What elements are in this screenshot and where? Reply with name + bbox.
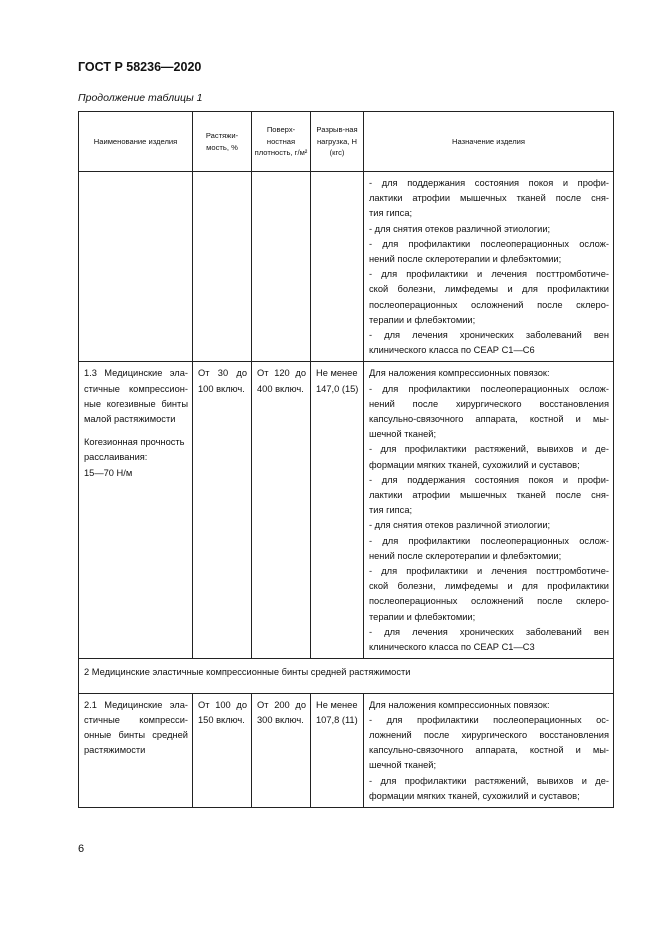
table-row-continued	[79, 172, 614, 362]
text-line: расслаивания:	[84, 452, 148, 463]
text-line: растяжимости	[84, 745, 146, 756]
section-heading: 2 Медицинские эластичные компрессионные бинты средней растяжимости	[79, 659, 614, 693]
text-line: нений после хирургического восстановления	[369, 398, 609, 409]
cell-purpose	[364, 172, 614, 362]
text-line: 1.3 Медицинские эла-	[84, 368, 188, 379]
text-line: тия гипса;	[369, 505, 413, 516]
text-line: ской болезни, лимфедемы и для профилактики	[369, 284, 609, 295]
text-line: клинического класса по СЕАР С1—С3	[369, 642, 535, 653]
text-line: - для профилактики растяжений, вывихов и де-	[369, 775, 609, 786]
text-line: лактики атрофии мышечных тканей после сня-	[369, 490, 609, 501]
text-line: ложнений после хирургического восстановления	[369, 729, 609, 740]
text-line: послеоперационных осложнений после склеро-	[369, 596, 609, 607]
product-note	[84, 435, 188, 481]
text-line: Для наложения компрессионных повязок:	[369, 699, 550, 710]
col-header-density: Поверх-ностная плотность, г/м²	[252, 112, 311, 172]
cell-density	[252, 362, 311, 659]
text-line: Не менее	[316, 368, 358, 379]
text-line: 147,0 (15)	[316, 383, 359, 394]
text-line: ные когезивные бинты	[84, 398, 188, 409]
cell-density-empty	[252, 172, 311, 362]
col-header-load: Разрыв-ная нагрузка, Н (кгс)	[311, 112, 364, 172]
text-line: - для профилактики и лечения посттромботиче-	[369, 566, 609, 577]
text-line: Когезионная прочность	[84, 437, 185, 448]
text-line: - для профилактики растяжений, вывихов и де-	[369, 444, 609, 455]
page-number: 6	[78, 843, 85, 855]
text-line: - для профилактики послеоперационных ослож-	[369, 535, 609, 546]
text-line: терапии и флебэктомии;	[369, 611, 476, 622]
text-line: От 30 до	[198, 368, 247, 379]
text-line: лактики атрофии мышечных тканей после сня-	[369, 193, 609, 204]
text-line: нений после склеротерапии и флебэктомии;	[369, 254, 562, 265]
text-line: 150 включ.	[198, 714, 245, 725]
text-line: капсульно-связочного аппарата, костной и мы-	[369, 414, 609, 425]
text-line: шечной тканей;	[369, 429, 437, 440]
text-line: - для профилактики и лечения посттромботиче-	[369, 269, 609, 280]
text-line: 400 включ.	[257, 383, 304, 394]
cell-name	[79, 693, 193, 807]
document-title: ГОСТ Р 58236—2020	[78, 60, 202, 74]
text-line: - для профилактики послеоперационных ос-	[369, 714, 609, 725]
text-line: - для поддержания состояния покоя и профи-	[369, 178, 609, 188]
text-line: От 100 до	[198, 699, 247, 710]
cell-stretch	[193, 693, 252, 807]
text-line: - для снятия отеков различной этиологии;	[369, 520, 551, 531]
text-line: - для лечения хронических заболеваний вен	[369, 330, 609, 341]
text-line: терапии и флебэктомии;	[369, 314, 476, 325]
text-line: формации мягких тканей, сухожилий и суставов;	[369, 459, 580, 470]
cell-load-empty	[311, 172, 364, 362]
cell-purpose	[364, 693, 614, 807]
cell-stretch	[193, 362, 252, 659]
text-line: - для снятия отеков различной этиологии;	[369, 223, 551, 234]
text-line: клинического класса по СЕАР С1—С6	[369, 345, 535, 356]
cell-load	[311, 693, 364, 807]
text-line: шечной тканей;	[369, 760, 437, 771]
col-header-purpose: Назначение изделия	[364, 112, 614, 172]
text-line: стичные компресси-	[84, 714, 188, 725]
text-line: тия гипса;	[369, 208, 413, 219]
text-line: Для наложения компрессионных повязок:	[369, 368, 550, 379]
cell-stretch-empty	[193, 172, 252, 362]
table-continuation-caption: Продолжение таблицы 1	[78, 92, 203, 104]
text-line: ской болезни, лимфедемы и для профилактики	[369, 581, 609, 592]
text-line: 107,8 (11)	[316, 714, 358, 725]
cell-name-empty	[79, 172, 193, 362]
cell-density	[252, 693, 311, 807]
text-line: 300 включ.	[257, 714, 304, 725]
text-line: Не менее	[316, 699, 358, 710]
cell-name	[79, 362, 193, 659]
table-row-2-1	[79, 693, 614, 807]
text-line: стичные компрессион-	[84, 383, 188, 394]
text-line: - для профилактики послеоперационных ослож-	[369, 383, 609, 394]
text-line: - для профилактики послеоперационных ослож-	[369, 238, 609, 249]
cell-load	[311, 362, 364, 659]
text-line: 100 включ.	[198, 383, 245, 394]
cell-purpose	[364, 362, 614, 659]
products-table	[78, 111, 614, 808]
table-section-row	[79, 659, 614, 693]
text-line: нений после склеротерапии и флебэктомии;	[369, 550, 562, 561]
text-line: 15—70 Н/м	[84, 467, 133, 478]
product-name	[84, 366, 188, 427]
text-line: От 120 до	[257, 368, 306, 379]
table-header-row	[79, 112, 614, 172]
col-header-stretch: Растяжи-мость, %	[193, 112, 252, 172]
text-line: - для лечения хронических заболеваний вен	[369, 626, 609, 637]
text-line: послеоперационных осложнений после склеро-	[369, 299, 609, 310]
text-line: От 200 до	[257, 699, 306, 710]
text-line: формации мягких тканей, сухожилий и суставов;	[369, 790, 580, 801]
table-row-1-3	[79, 362, 614, 659]
text-line: онные бинты средней	[84, 729, 188, 740]
text-line: - для поддержания состояния покоя и профи-	[369, 474, 609, 485]
text-line: малой растяжимости	[84, 414, 176, 425]
text-line: 2.1 Медицинские эла-	[84, 699, 188, 710]
text-line: капсульно-связочного аппарата, костной и мы-	[369, 745, 609, 756]
col-header-name: Наименование изделия	[79, 112, 193, 172]
